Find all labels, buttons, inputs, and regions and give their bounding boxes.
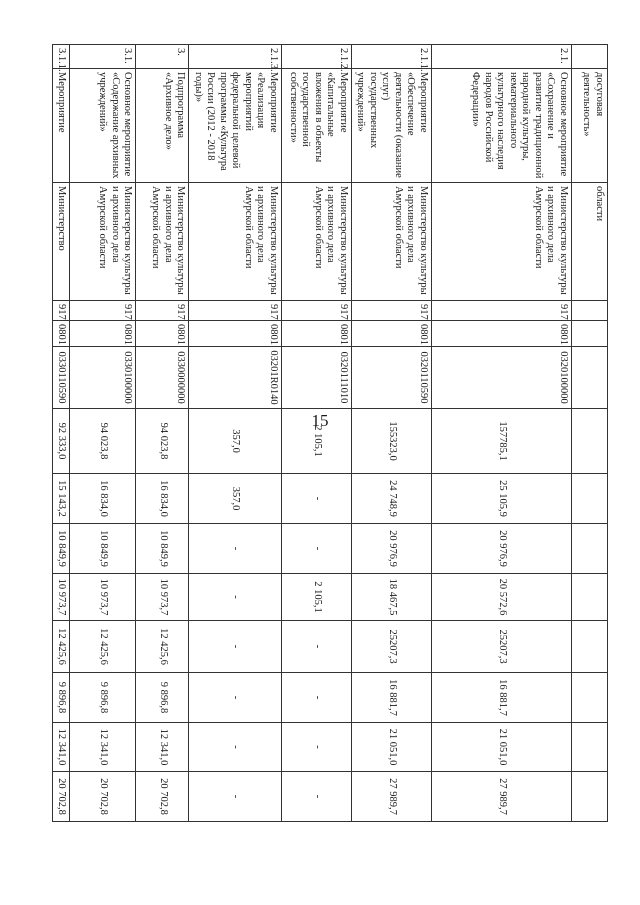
cell-value: - [189,673,282,723]
cell-value: 16 834,0 [70,474,136,524]
cell-value: 10 973,7 [53,574,71,621]
cell-executor: Министерство культуры и архивного дела Амурской области [352,183,432,301]
cell-value: - [189,772,282,822]
cell-value: - [189,723,282,772]
cell-no: 3. [136,45,189,69]
cell-grbs: 917 [352,301,432,321]
page-number: 15 [311,411,329,430]
rotated-content [58,44,608,821]
cell-value: 12 341,0 [136,723,189,772]
cell-no: 2.1.1. [352,45,432,69]
cell-csr [572,347,608,409]
cell-value [572,474,608,524]
cell-csr: 0320110590 [352,347,432,409]
cell-value [572,723,608,772]
cell-name: Основное мероприятие «Содержание архивных учреждений» [70,69,136,183]
cell-name: досуговая деятельность» [572,69,608,183]
cell-value: 357,0 [189,474,282,524]
cell-csr: 0320100000 [432,347,572,409]
cell-rzpr: 0801 [53,321,71,347]
cell-grbs: 917 [189,301,282,321]
cell-value: - [282,772,352,822]
cell-no: 2.1.2. [282,45,352,69]
cell-value: - [189,621,282,673]
cell-value: 12 425,6 [70,621,136,673]
cell-no: 2.1.3. [189,45,282,69]
cell-value: 21 051,0 [352,723,432,772]
cell-no [572,45,608,69]
cell-name: Мероприятие «Капитальные вложения в объекты государственной собственности» [282,69,352,183]
cell-total: 155323,0 [352,409,432,474]
cell-value: 20 702,8 [70,772,136,822]
cell-no: 3.1. [70,45,136,69]
cell-no: 3.1.1. [53,45,71,69]
cell-total: 157785,1 [432,409,572,474]
cell-grbs: 917 [70,301,136,321]
cell-value: 25207,3 [432,621,572,673]
cell-value: - [282,474,352,524]
cell-total [572,409,608,474]
cell-value: 20 702,8 [53,772,71,822]
cell-total: 94 023,8 [70,409,136,474]
cell-value: 10 973,7 [70,574,136,621]
budget-table [52,44,608,822]
cell-executor: области [572,183,608,301]
cell-value: 10 849,9 [70,524,136,574]
table-row [352,45,432,822]
cell-value: 27 989,7 [352,772,432,822]
cell-value: 9 896,8 [70,673,136,723]
cell-executor: Министерство культуры и архивного дела Амурской области [189,183,282,301]
cell-total: 357,0 [189,409,282,474]
table-row [53,45,71,822]
cell-value: 9 896,8 [53,673,71,723]
table-row [136,45,189,822]
cell-grbs [572,301,608,321]
cell-value: - [282,524,352,574]
cell-value: 27 989,7 [432,772,572,822]
cell-value [572,574,608,621]
cell-name: Подпрограмма «Архивное дело» [136,69,189,183]
table-row [432,45,572,822]
cell-rzpr: 0801 [352,321,432,347]
cell-executor: Министерство культуры и архивного дела Амурской области [70,183,136,301]
cell-value: 20 572,6 [432,574,572,621]
cell-value: 18 467,5 [352,574,432,621]
cell-total: 92 333,0 [53,409,71,474]
table-row [282,45,352,822]
cell-grbs: 917 [53,301,71,321]
cell-value: - [282,673,352,723]
cell-rzpr: 0801 [189,321,282,347]
rotated-table-area [58,44,608,821]
cell-rzpr: 0801 [432,321,572,347]
cell-value: 16 881,7 [352,673,432,723]
cell-value: - [282,621,352,673]
cell-grbs: 917 [136,301,189,321]
cell-value: 24 748,9 [352,474,432,524]
cell-grbs: 917 [432,301,572,321]
cell-total: 2 105,1 [282,409,352,474]
cell-rzpr [572,321,608,347]
cell-csr: 03201R0140 [189,347,282,409]
cell-rzpr: 0801 [282,321,352,347]
cell-value: 12 425,6 [53,621,71,673]
cell-csr: 0330100000 [70,347,136,409]
cell-value [572,621,608,673]
cell-value: 25 105,9 [432,474,572,524]
cell-value: 9 896,8 [136,673,189,723]
cell-value: 20 702,8 [136,772,189,822]
cell-name: Мероприятие «Обеспечение деятельности (оказание услуг) государственных учреждений» [352,69,432,183]
cell-value: 16 881,7 [432,673,572,723]
cell-value: 12 425,6 [136,621,189,673]
cell-value [572,772,608,822]
cell-executor: Министерство культуры и архивного дела Амурской области [432,183,572,301]
cell-csr: 0320111010 [282,347,352,409]
cell-value: 15 143,2 [53,474,71,524]
cell-csr: 0330000000 [136,347,189,409]
cell-value [572,524,608,574]
cell-value: 2 105,1 [282,574,352,621]
cell-executor: Министерство культуры и архивного дела Амурской области [282,183,352,301]
cell-value: - [282,723,352,772]
table-row [70,45,136,822]
cell-value: - [189,574,282,621]
cell-value: 20 976,9 [432,524,572,574]
cell-executor: Министерство культуры и архивного дела Амурской области [136,183,189,301]
cell-csr: 0330110590 [53,347,71,409]
cell-value: 10 849,9 [53,524,71,574]
cell-value: - [189,524,282,574]
cell-value [572,673,608,723]
cell-value: 21 051,0 [432,723,572,772]
cell-value: 12 341,0 [70,723,136,772]
cell-no: 2.1. [432,45,572,69]
cell-grbs: 917 [282,301,352,321]
cell-value: 10 849,9 [136,524,189,574]
cell-rzpr: 0801 [136,321,189,347]
cell-name: Основное мероприятие «Сохранение и развитие традиционной народной культуры, нематериального культурного наследия народов Российской Федерации» [432,69,572,183]
cell-value: 10 973,7 [136,574,189,621]
cell-value: 12 341,0 [53,723,71,772]
cell-value: 25207,3 [352,621,432,673]
cell-value: 16 834,0 [136,474,189,524]
table-row [572,45,608,822]
cell-name: Мероприятие «Реализация мероприятий федеральной целевой программы «Культура России (2012 - 2018 годы)» [189,69,282,183]
cell-total: 94 023,8 [136,409,189,474]
table-row [189,45,282,822]
cell-name: Мероприятие [53,69,71,183]
cell-executor: Министерство [53,183,71,301]
cell-value: 20 976,9 [352,524,432,574]
cell-rzpr: 0801 [70,321,136,347]
